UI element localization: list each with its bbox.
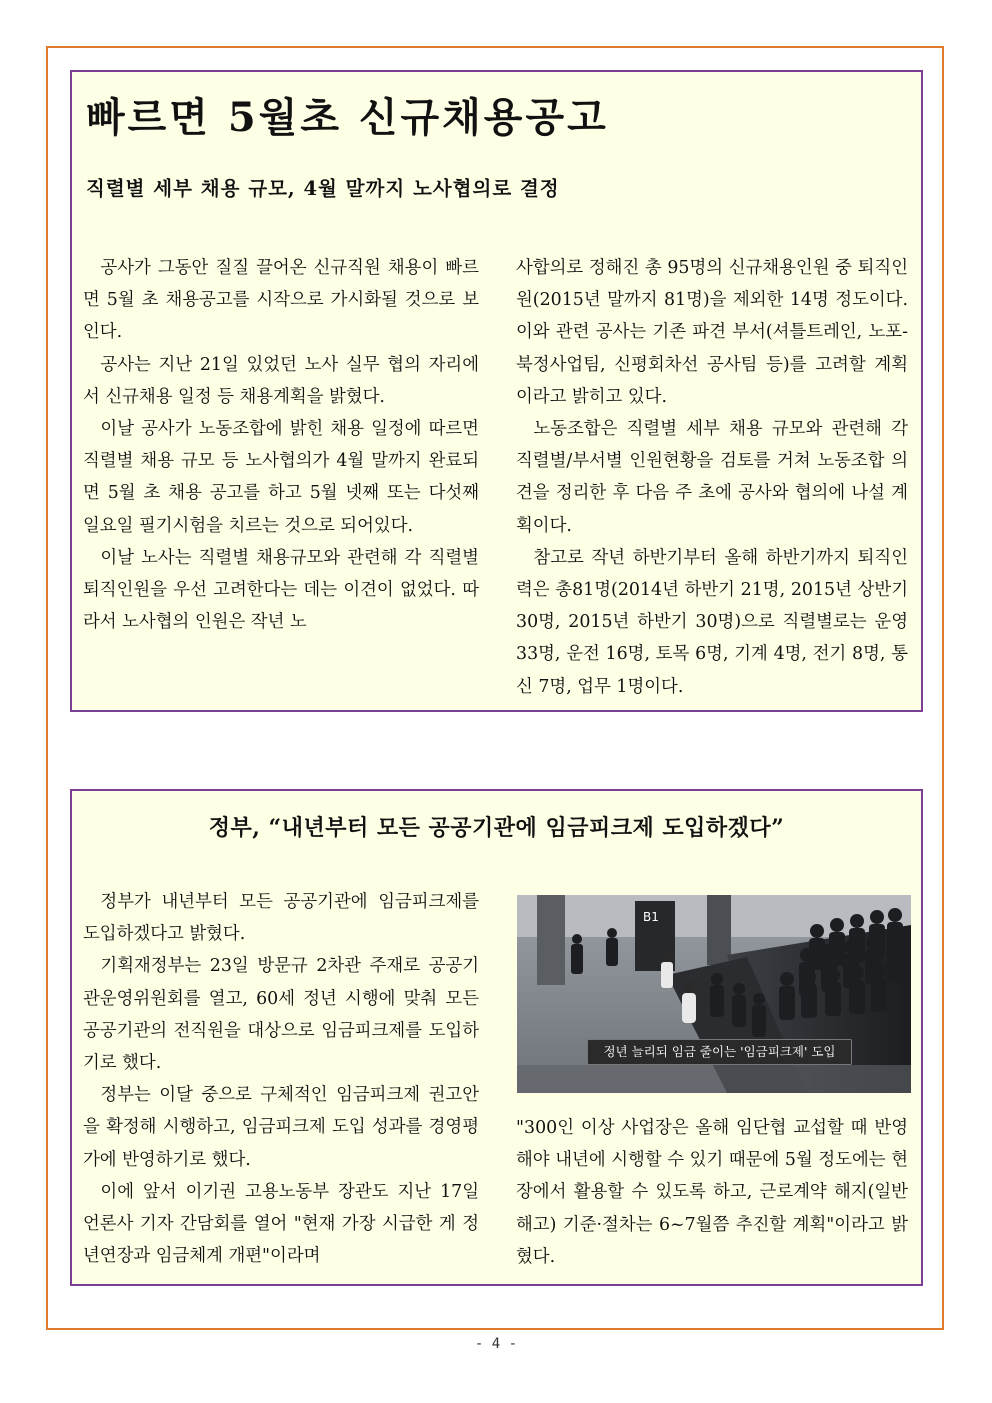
paragraph: "300인 이상 사업장은 올해 임단협 교섭할 때 반영해야 내년에 시행할 수 있기 때문에 5월 정도에는 현장에서 활용할 수 있도록 하고, 근로계약 해지(일반해고) 기준·절차는 6~7월쯤 추진할 계획"이라고 밝혔다. bbox=[516, 1118, 908, 1267]
paragraph: 정부가 내년부터 모든 공공기관에 임금피크제를 도입하겠다고 밝혔다. bbox=[83, 892, 479, 945]
paragraph: 이에 앞서 이기권 고용노동부 장관도 지난 17일 언론사 기자 간담회를 열어 "현재 가장 시급한 게 정년연장과 임금체계 개편"이라며 bbox=[83, 1181, 479, 1267]
article-subheadline: 직렬별 세부 채용 규모, 4월 말까지 노사협의로 결정 bbox=[86, 177, 560, 200]
paragraph: 기획재정부는 23일 방문규 2차관 주재로 공공기관운영위원회를 열고, 60세 정년 시행에 맞춰 모든 공공기관의 전직원을 대상으로 임금피크제를 도입하기로 했다. bbox=[83, 956, 479, 1074]
paragraph: 정부는 이달 중으로 구체적인 임금피크제 권고안을 확정해 시행하고, 임금피크제 도입 성과를 경영평가에 반영하기로 했다. bbox=[83, 1085, 479, 1170]
article-left-column bbox=[83, 252, 479, 638]
photo-caption: 정년 늘리되 임금 줄이는 '임금피크제' 도입 bbox=[587, 1039, 852, 1065]
article-headline: 빠르면 5월초 신규채용공고 bbox=[86, 94, 609, 141]
news-photo bbox=[517, 895, 911, 1093]
paragraph-continuation: 사합의로 정해진 총 95명의 신규채용인원 중 퇴직인원(2015년 말까지 81명)을 제외한 14명 정도이다. 이와 관련 공사는 기존 파견 부서(셔틀트레인, 노포-북정사업팀, 신평회차선 공사팀 등)를 고려할 계획이라고 밝히고 있다. bbox=[516, 258, 908, 407]
paragraph: 이날 공사가 노동조합에 밝힌 채용 일정에 따르면 직렬별 채용 규모 등 노사협의가 4월 말까지 완료되면 5월 초 채용 공고를 하고 5월 넷째 또는 다섯째 일요일 필기시험을 치르는 것으로 되어있다. bbox=[83, 419, 479, 536]
paragraph: 노동조합은 직렬별 세부 채용 규모와 관련해 각 직렬별/부서별 인원현황을 검토를 거쳐 노동조합 의견을 정리한 후 다음 주 초에 공사와 협의에 나설 계획이다. bbox=[516, 419, 908, 536]
article-right-column bbox=[516, 1112, 908, 1273]
sign-b1: B1 bbox=[643, 910, 659, 924]
paragraph: 이날 노사는 직렬별 채용규모와 관련해 각 직렬별 퇴직인원을 우선 고려한다는 데는 이견이 없었다. 따라서 노사협의 인원은 작년 노 bbox=[83, 547, 479, 633]
paragraph: 참고로 작년 하반기부터 올해 하반기까지 퇴직인력은 총81명(2014년 하반기 21명, 2015년 상반기 30명, 2015년 하반기 30명)으로 직렬별로는 운영 33명, 운전 16명, 토목 6명, 기계 4명, 전기 8명, 통신 7명, 업무 1명이다. bbox=[516, 547, 908, 697]
article-title: 정부, “내년부터 모든 공공기관에 임금피크제 도입하겠다” bbox=[208, 815, 785, 841]
article-recruitment bbox=[70, 70, 923, 712]
article-wage-peak bbox=[70, 789, 923, 1286]
paragraph: 공사가 그동안 질질 끌어온 신규직원 채용이 빠르면 5월 초 채용공고를 시작으로 가시화될 것으로 보인다. bbox=[83, 258, 479, 343]
article-left-column bbox=[83, 886, 479, 1272]
page-number: - 4 - bbox=[474, 1336, 518, 1352]
paragraph: 공사는 지난 21일 있었던 노사 실무 협의 자리에서 신규채용 일정 등 채용계획을 밝혔다. bbox=[83, 354, 479, 407]
article-right-column bbox=[516, 252, 908, 703]
